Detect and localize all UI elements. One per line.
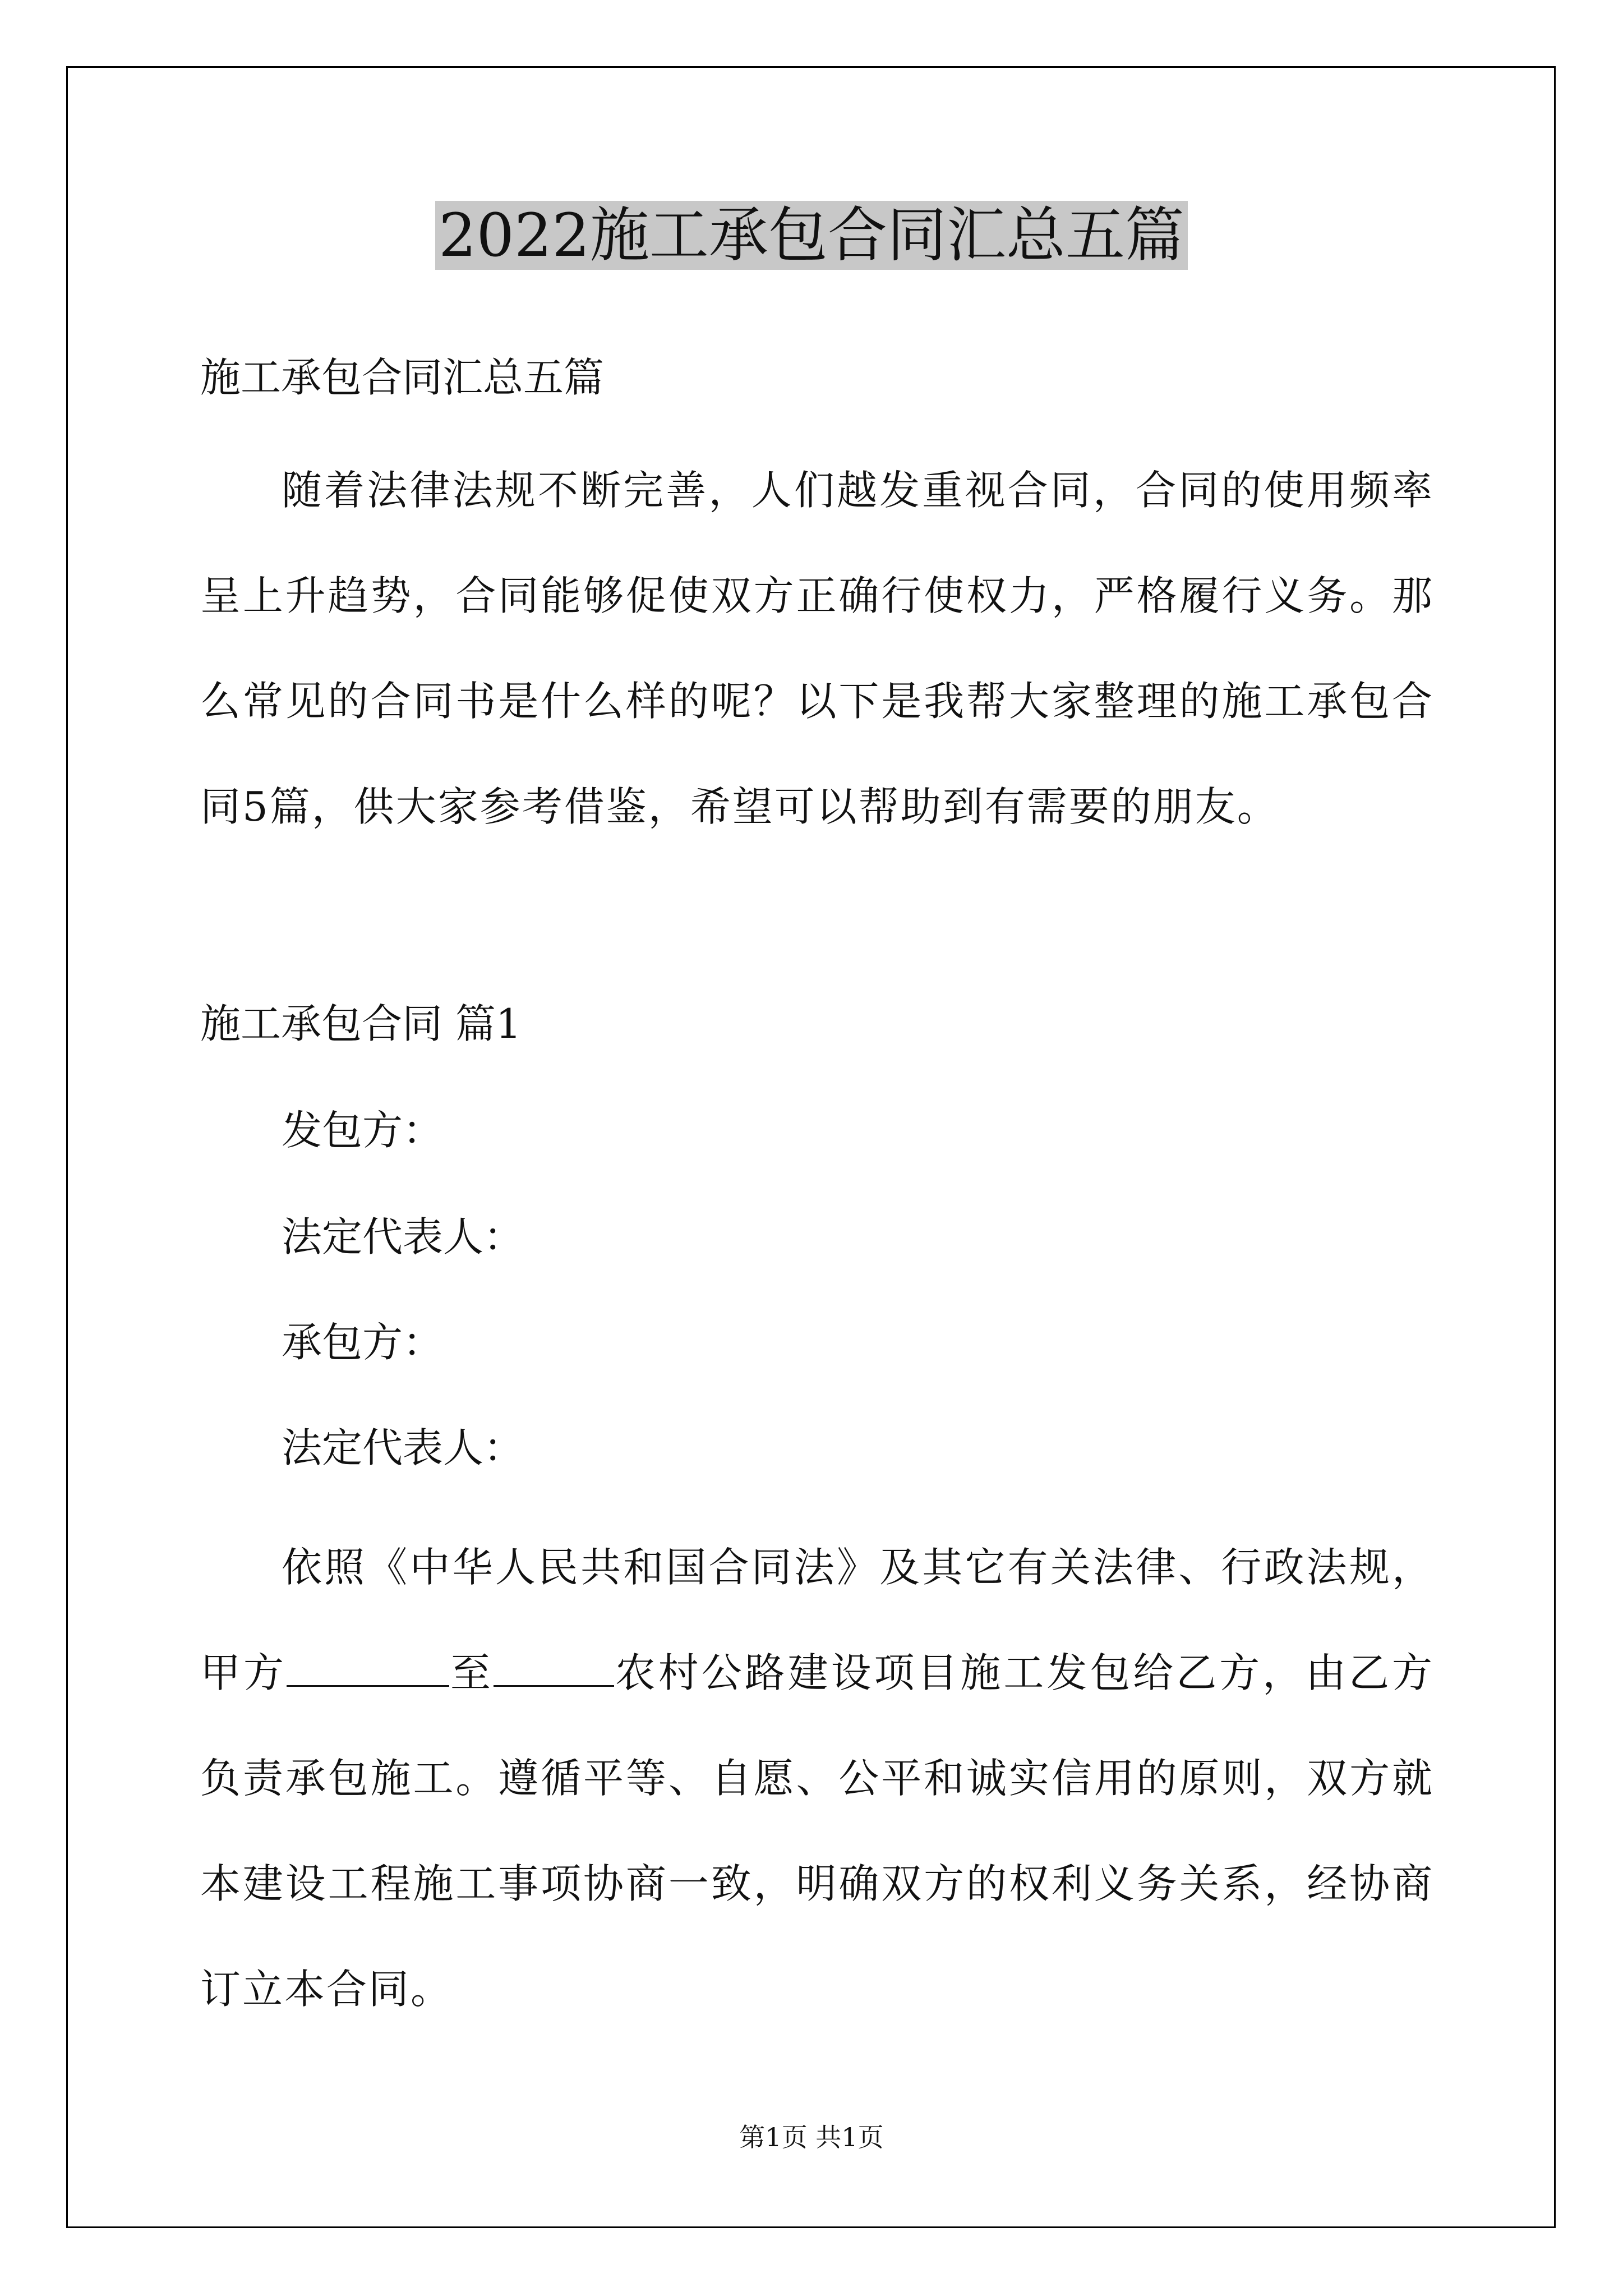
document-subtitle: 施工承包合同汇总五篇 [200, 354, 605, 401]
blank-line-end [494, 1651, 614, 1687]
employer-rep-field: 法定代表人： [282, 1213, 524, 1260]
page-footer: 第1页 共1页 [739, 2122, 884, 2152]
contract-body-paragraph [200, 1515, 1434, 2042]
employer-field: 发包方： [282, 1107, 444, 1154]
blank-line-start [287, 1651, 449, 1687]
body-part-1: 依照《中华人民共和国合同法》及其它有关法律、行政法规，甲方 [200, 1544, 1434, 1696]
body-part-2: 至 [449, 1649, 494, 1696]
document-title [0, 199, 1623, 272]
contractor-rep-field: 法定代表人： [282, 1424, 524, 1471]
intro-paragraph: 随着法律法规不断完善，人们越发重视合同，合同的使用频率呈上升趋势，合同能够促使双方正确行使权力，严格履行义务。那么常见的合同书是什么样的呢？以下是我帮大家整理的施工承包合同5篇，供大家参考借鉴，希望可以帮助到有需要的朋友。 [200, 467, 1434, 830]
contractor-field: 承包方： [282, 1319, 444, 1366]
section-heading: 施工承包合同 篇1 [200, 1000, 522, 1047]
body-part-3: 农村公路建设项目施工发包给乙方，由乙方负责承包施工。遵循平等、自愿、公平和诚实信用的原则，双方就本建设工程施工事项协商一致，明确双方的权利义务关系，经协商订立本合同。 [200, 1649, 1434, 2013]
document-title-text: 2022施工承包合同汇总五篇 [435, 201, 1188, 270]
